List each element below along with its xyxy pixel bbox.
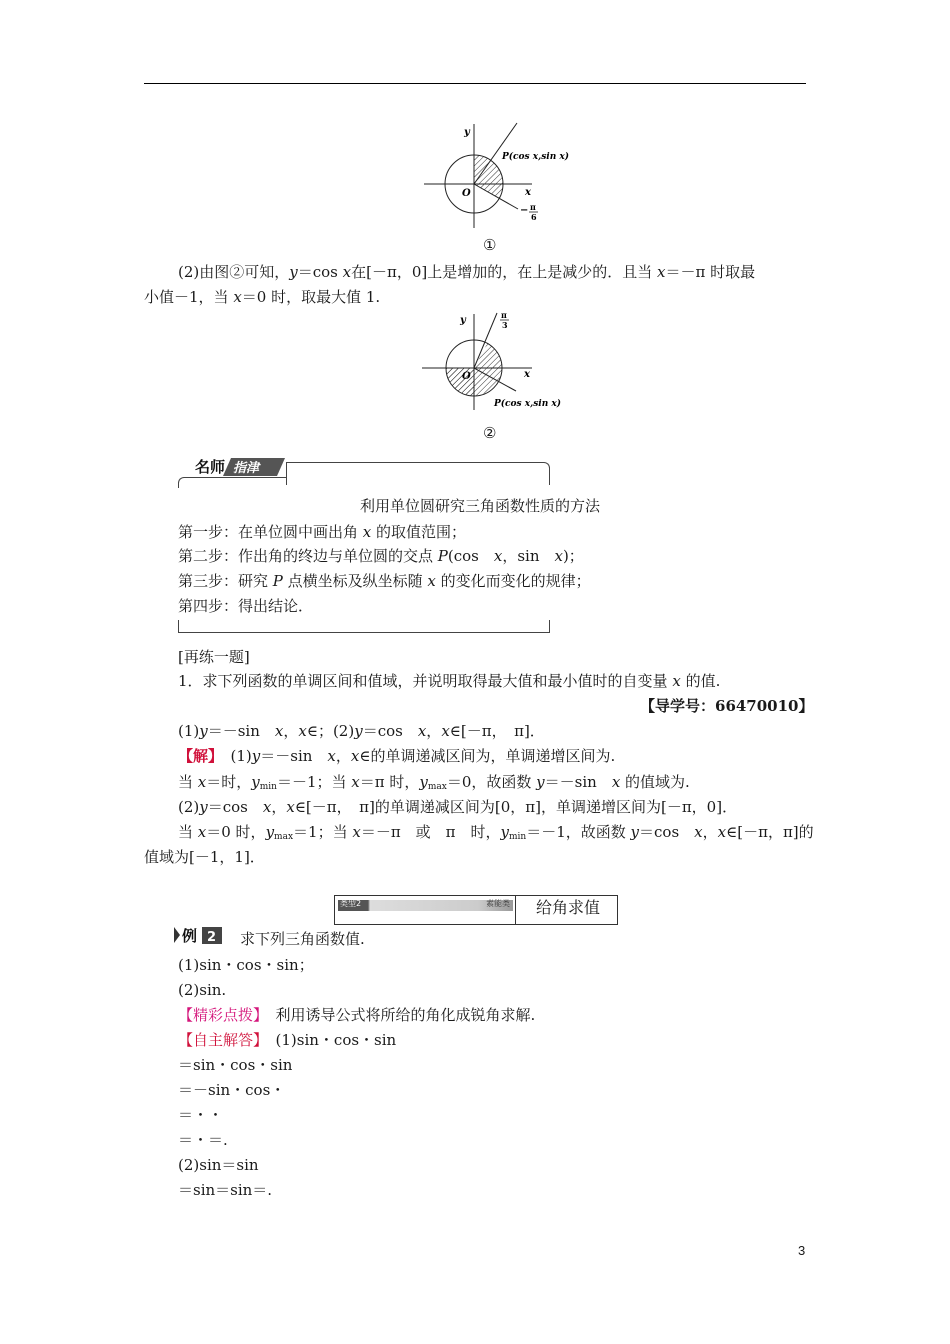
example-question: 求下列三角函数值. — [240, 930, 365, 948]
tip-title: 利用单位圆研究三角函数性质的方法 — [360, 497, 601, 515]
type-divider — [515, 895, 516, 925]
figure-1-caption: ① — [483, 236, 497, 254]
work-line-6: ＝sin＝sin＝. — [178, 1181, 273, 1199]
origin-label: O — [462, 188, 471, 199]
tip-banner-text-a: 名师 — [195, 458, 226, 476]
paragraph-2-line-1: (2)由图②可知，y＝cos x在[－π，0]上是增加的，在上是减少的．且当 x＝－π 时取最 — [178, 263, 756, 281]
page-number: 3 — [798, 1243, 806, 1258]
solution-line-1: 【解】 (1)y＝－sin x，x∈的单调递减区间为，单调递增区间为. — [178, 747, 616, 765]
unit-circle-figure-2 — [420, 310, 565, 414]
solution-tag: 【解】 — [178, 747, 216, 765]
guide-number: 【导学号：66470010】 — [640, 697, 814, 715]
point-label: P(cos x,sin x) — [494, 399, 561, 409]
angle-minus: − — [520, 205, 529, 216]
tip-frame-bottom — [178, 620, 550, 633]
example-badge-number: 2 — [207, 930, 217, 945]
question-1-parts: (1)y＝－sin x，x∈；(2)y＝cos x，x∈[－π， π]． — [178, 722, 545, 740]
question-1: 1．求下列函数的单调区间和值域，并说明取得最大值和最小值时的自变量 x 的值. — [178, 672, 721, 690]
x-axis-label: x — [524, 369, 530, 380]
tip-step-1: 第一步：在单位圆中画出角 x 的取值范围； — [178, 523, 467, 541]
work-line-5: (2)sin＝sin — [178, 1156, 259, 1174]
tip-banner — [193, 456, 285, 478]
self-answer-line: 【自主解答】 (1)sin・cos・sin — [178, 1031, 397, 1049]
x-axis-label: x — [525, 187, 531, 198]
hint-tag: 【精彩点拨】 — [178, 1006, 261, 1024]
tip-frame-left-top — [178, 477, 287, 488]
angle-denominator: 6 — [531, 212, 537, 222]
tip-frame-top — [286, 462, 550, 485]
header-rule — [144, 83, 806, 84]
example-badge-text: 例 — [182, 927, 198, 945]
work-line-3: ＝・・ — [178, 1106, 224, 1124]
type-tag: 类型2 — [340, 899, 362, 908]
solution-line-2: 当 x＝时，$y_{min}=-1$；当 x＝π 时，$y_{max}=0$，故函数 y＝－sin x 的值域为. — [178, 773, 690, 792]
angle-numerator: π — [530, 202, 536, 212]
solution-line-4: 当 x＝0 时，$y_{max}=1$；当 x＝－π 或 π 时，$y_{min}=-1$，故函数 y＝cos x，x∈[－π，π]的 — [178, 823, 814, 842]
tip-step-4: 第四步：得出结论． — [178, 597, 314, 615]
work-line-2: ＝－sin・cos・ — [178, 1081, 286, 1099]
y-axis-label: y — [464, 127, 470, 138]
tip-banner-text-b: 指津 — [233, 461, 260, 476]
unit-circle-figure-1 — [420, 118, 569, 230]
example-badge — [174, 925, 226, 945]
type-title: 给角求值 — [536, 898, 601, 917]
tip-step-3: 第三步：研究 P 点横坐标及纵坐标随 x 的变化而变化的规律； — [178, 572, 591, 590]
work-line-1: ＝sin・cos・sin — [178, 1056, 293, 1074]
self-answer-tag: 【自主解答】 — [178, 1031, 261, 1049]
hint-line: 【精彩点拨】 利用诱导公式将所给的角化成锐角求解. — [178, 1006, 536, 1024]
practice-header: [再练一题] — [178, 648, 250, 666]
type-tag-right: 素能类 — [486, 899, 510, 908]
solution-line-3: (2)y＝cos x，x∈[－π， π]的单调递减区间为[0，π]，单调递增区间为[－π，0]． — [178, 798, 738, 816]
y-axis-label: y — [460, 315, 466, 326]
solution-line-5: 值域为[－1，1]． — [144, 848, 265, 866]
example-part-2: (2)sin. — [178, 981, 227, 999]
work-line-4: ＝・＝. — [178, 1131, 228, 1149]
angle-denominator: 3 — [502, 320, 508, 330]
point-label: P(cos x,sin x) — [502, 152, 569, 162]
origin-label: O — [462, 371, 471, 382]
angle-numerator: π — [501, 310, 507, 320]
example-part-1: (1)sin・cos・sin； — [178, 956, 314, 974]
paragraph-2-line-2: 小值－1，当 x＝0 时，取最大值 1. — [144, 288, 381, 306]
tip-step-2: 第二步：作出角的终边与单位圆的交点 P(cos x，sin x)； — [178, 547, 584, 565]
figure-2-caption: ② — [483, 424, 497, 442]
